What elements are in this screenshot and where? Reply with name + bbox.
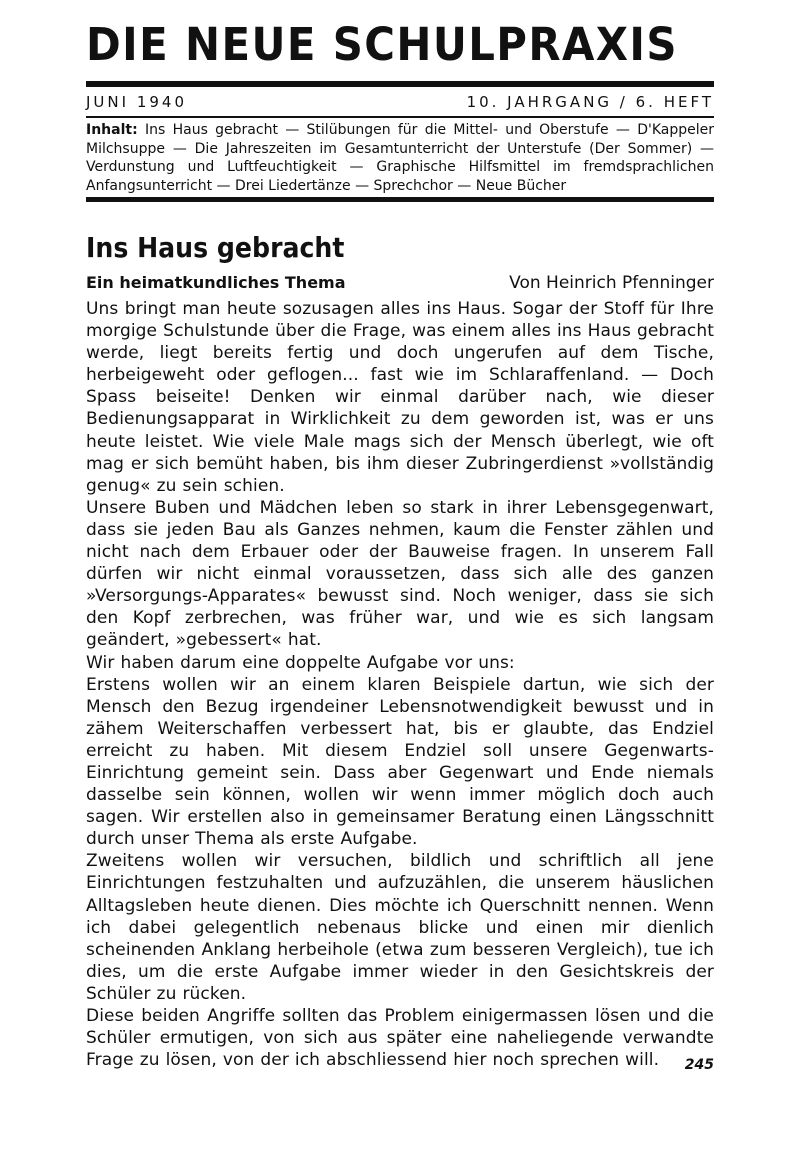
article-author: Von Heinrich Pfenninger (509, 273, 714, 293)
paragraph: Unsere Buben und Mädchen leben so stark in ihrer Lebensgegenwart, dass sie jeden Bau als Ganzes nehmen, kaum die Fenster zählen und nicht nach dem Erbauer oder der Bauweise fragen. In unserem Fall dürfen wir nicht einmal voraussetzen, dass sich alle des ganzen »Versorgungs-Apparates« bewusst sind. Noch weniger, dass sie sich den Kopf zerbrechen, was früher war, und wie es sich langsam geändert, »gebessert« hat. (86, 497, 714, 651)
page-number: 245 (684, 1057, 714, 1073)
paragraph: Diese beiden Angriffe sollten das Problem einigermassen lösen und die Schüler ermutigen, von sich aus später eine naheliegende verwandte Frage zu lösen, von der ich abschliessend hier noch sprechen will. (86, 1006, 714, 1071)
paragraph: Zweitens wollen wir versuchen, bildlich und schriftlich all jene Einrichtungen festzuhalten und aufzuzählen, die unserem häuslichen Alltagsleben heute dienen. Dies möchte ich Querschnitt nennen. Wenn ich dabei gelegentlich nebenaus blicke und einen mir dienlich scheinenden Anklang herbeihole (etwa zum besseren Vergleich), tue ich dies, um die erste Aufgabe immer wieder in den Gesichtskreis der Schüler zu rücken. (86, 851, 714, 1004)
paragraph: Uns bringt man heute sozusagen alles ins Haus. Sogar der Stoff für Ihre morgige Schulstunde über die Frage, was einem alles ins Haus gebracht werde, liegt bereits fertig und doch ungerufen auf dem Tische, herbeigeweht oder geflogen... fast wie im Schlaraffenland. — Doch Spass beiseite! Denken wir einmal darüber nach, wie dieser Bedienungsapparat in Wirklichkeit zu dem geworden ist, was er uns heute leistet. Wie viele Male mags sich der Mensch überlegt, wie oft mag er sich bemüht haben, bis ihm dieser Zubringerdienst »vollständig genug« zu sein schien. (86, 299, 714, 496)
issue-rule (86, 116, 714, 118)
paragraph: Erstens wollen wir an einem klaren Beispiele dartun, wie sich der Mensch den Bezug irgendeiner Lebensnotwendigkeit bewusst und in zähem Weiterschaffen verbessert hat, bis er glaubte, das Endziel erreicht zu haben. Mit diesem Endziel soll unsere Gegenwarts-Einrichtung gemeint sein. Dass aber Gegenwart und Ende niemals dasselbe sein können, wollen wir wenn immer möglich doch auch sagen. Wir erstellen also in gemeinsamer Beratung einen Längsschnitt durch unser Thema als erste Aufgabe. (86, 674, 714, 850)
toc-label: Inhalt: (86, 122, 138, 138)
masthead-rule-top (86, 81, 714, 87)
journal-title: DIE NEUE SCHULPRAXIS (86, 18, 678, 71)
article-byline (86, 271, 714, 295)
article-body (86, 298, 714, 1071)
article-title: Ins Haus gebracht (86, 231, 345, 264)
article-subtitle: Ein heimatkundliches Thema (86, 273, 346, 292)
table-of-contents (86, 121, 714, 195)
issue-date: JUNI 1940 (86, 93, 187, 111)
issue-line (86, 91, 714, 113)
paragraph: Wir haben darum eine doppelte Aufgabe vor uns: (86, 652, 515, 673)
issue-number: 10. JAHRGANG / 6. HEFT (466, 93, 714, 111)
toc-text: Ins Haus gebracht — Stilübungen für die Mittel- und Oberstufe — D'Kappeler Milchsuppe — Die Jahreszeiten im Gesamtunterricht der Unterstufe (Der Sommer) — Verdunstung und Luftfeuchtigkeit — Graphische Hilfsmittel im fremdsprachlichen Anfangsunterricht — Drei Liedertänze — Sprechchor — Neue Bücher (86, 122, 715, 194)
toc-rule (86, 197, 714, 202)
